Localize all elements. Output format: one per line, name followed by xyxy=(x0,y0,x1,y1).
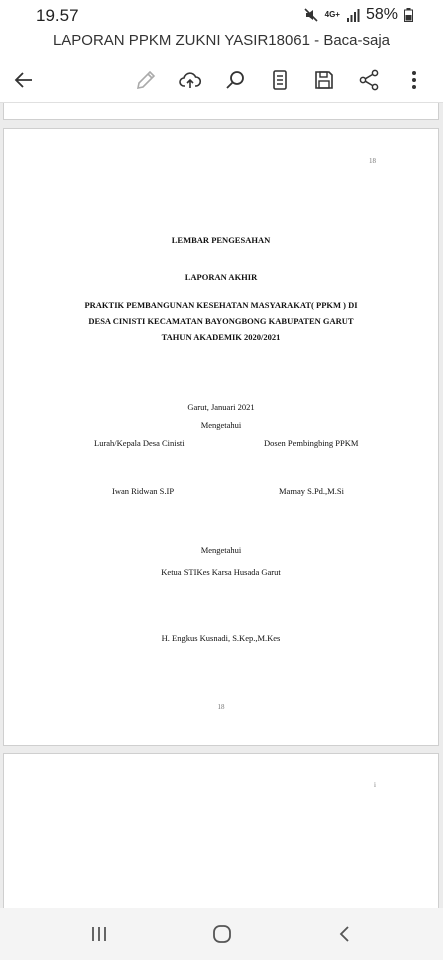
more-options-button[interactable] xyxy=(398,64,430,96)
network-label: 4G+ xyxy=(324,10,340,19)
right-signer-name: Mamay S.Pd.,M.Si xyxy=(279,486,344,496)
chevron-left-icon xyxy=(335,924,355,944)
pencil-icon xyxy=(134,68,158,92)
chair-name: H. Engkus Kusnadi, S.Kep.,M.Kes xyxy=(161,633,281,643)
page-number-bottom: 18 xyxy=(217,703,225,711)
title-line-3: TAHUN AKADEMIK 2020/2021 xyxy=(161,332,281,342)
document-title: LAPORAN PPKM ZUKNI YASIR18061 - Baca-saja xyxy=(0,32,443,58)
back-arrow-icon xyxy=(12,68,36,92)
mute-icon xyxy=(303,7,319,23)
recent-apps-icon xyxy=(89,924,109,944)
edit-button[interactable] xyxy=(130,64,162,96)
home-icon xyxy=(211,923,233,945)
status-time: 19.57 xyxy=(36,6,79,25)
back-nav-button[interactable] xyxy=(330,920,360,948)
acknowledged-label-2: Mengetahui xyxy=(200,545,242,555)
place-date: Garut, Januari 2021 xyxy=(187,402,255,412)
next-page-number: i xyxy=(374,781,376,789)
page-heading: LEMBAR PENGESAHAN xyxy=(171,235,271,245)
chair-role: Ketua STIKes Karsa Husada Garut xyxy=(161,567,281,577)
more-icon xyxy=(402,68,426,92)
page-subheading: LAPORAN AKHIR xyxy=(184,272,258,282)
previous-page xyxy=(3,103,439,120)
acknowledged-label-1: Mengetahui xyxy=(200,420,242,430)
status-icons xyxy=(303,6,413,24)
right-signer-role: Dosen Pembingbing PPKM xyxy=(264,438,359,448)
title-line-2: DESA CINISTI KECAMATAN BAYONGBONG KABUPATEN GARUT xyxy=(88,316,354,326)
left-signer-role: Lurah/Kepala Desa Cinisti xyxy=(94,438,185,448)
cloud-upload-icon xyxy=(178,68,202,92)
battery-icon xyxy=(404,8,413,22)
save-icon xyxy=(312,68,336,92)
save-button[interactable] xyxy=(308,64,340,96)
back-button[interactable] xyxy=(8,64,40,96)
status-bar xyxy=(0,0,443,32)
next-page xyxy=(3,753,439,908)
document-viewer[interactable] xyxy=(0,103,443,908)
search-button[interactable] xyxy=(219,64,251,96)
search-icon xyxy=(223,68,247,92)
upload-button[interactable] xyxy=(174,64,206,96)
left-signer-name: Iwan Ridwan S.IP xyxy=(112,486,175,496)
signal-icon xyxy=(346,8,360,22)
home-button[interactable] xyxy=(207,920,237,948)
recent-apps-button[interactable] xyxy=(84,920,114,948)
document-page xyxy=(3,128,439,746)
system-nav-bar xyxy=(0,908,443,960)
battery-percent: 58% xyxy=(365,6,398,23)
share-icon xyxy=(357,68,381,92)
document-view-icon xyxy=(268,68,292,92)
toolbar xyxy=(0,58,443,103)
share-button[interactable] xyxy=(353,64,385,96)
view-mode-button[interactable] xyxy=(264,64,296,96)
page-number-top: 18 xyxy=(369,157,376,165)
title-line-1: PRAKTIK PEMBANGUNAN KESEHATAN MASYARAKAT( PPKM ) DI xyxy=(84,300,358,310)
